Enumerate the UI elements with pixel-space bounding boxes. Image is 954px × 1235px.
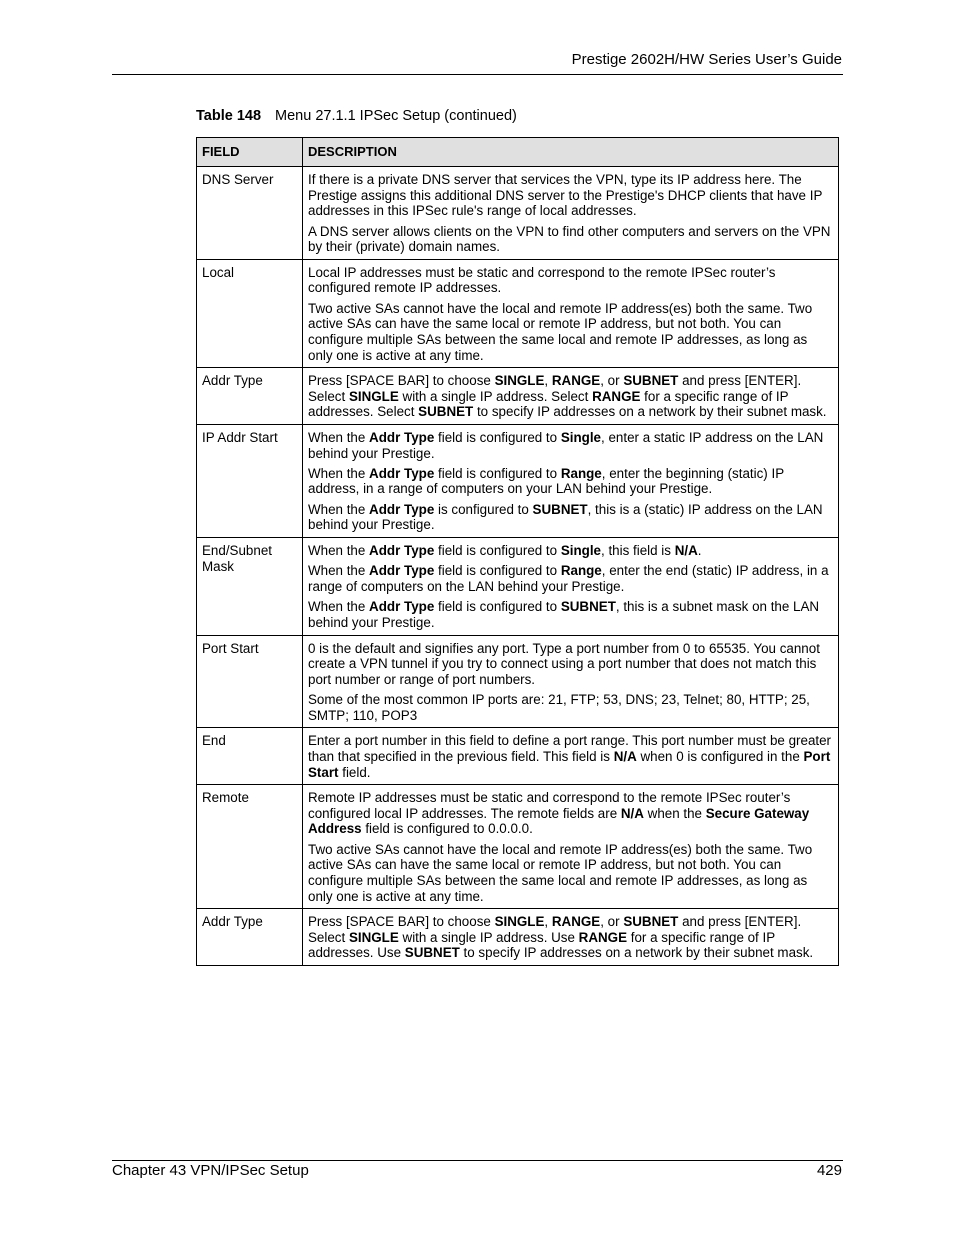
text-run: field is configured to <box>434 429 561 445</box>
table-body <box>197 167 839 966</box>
text-run: , enter a static IP address on the LAN behind your Prestige. <box>308 429 824 461</box>
description-paragraph <box>308 301 833 363</box>
text-run: , this is a (static) IP address on the LAN behind your Prestige. <box>308 501 823 533</box>
description-paragraph <box>308 265 833 296</box>
text-run: with a single IP address. Select <box>398 388 593 404</box>
field-cell: Remote <box>197 785 303 909</box>
field-cell: Addr Type <box>197 368 303 425</box>
table-row <box>197 424 839 537</box>
text-run: to specify IP addresses on a network by their subnet mask. <box>473 404 827 420</box>
field-cell: Local <box>197 259 303 367</box>
column-header-field: FIELD <box>197 138 303 167</box>
bold-term: Addr Type <box>369 465 435 481</box>
text-run: , this field is <box>601 543 675 559</box>
text-run: , enter the beginning (static) IP address, in a range of computers on your LAN behind your Prestige. <box>308 465 784 497</box>
description-cell <box>303 635 839 728</box>
bold-term: SINGLE <box>494 914 545 930</box>
table-row <box>197 785 839 909</box>
bold-term: SINGLE <box>494 373 545 389</box>
description-paragraph <box>308 430 833 461</box>
table-row <box>197 728 839 785</box>
table-row <box>197 259 839 367</box>
description-paragraph <box>308 502 833 533</box>
bold-term: Range <box>560 563 602 579</box>
bold-term: Port Start <box>308 748 831 780</box>
description-paragraph <box>308 914 833 961</box>
field-cell: DNS Server <box>197 167 303 260</box>
description-paragraph <box>308 599 833 630</box>
description-paragraph <box>308 543 833 559</box>
description-paragraph <box>308 733 833 780</box>
description-cell <box>303 424 839 537</box>
text-run: When the <box>308 501 370 517</box>
footer-rule <box>112 1160 843 1161</box>
column-header-description: DESCRIPTION <box>303 138 839 167</box>
text-run: , or <box>600 373 624 389</box>
description-paragraph <box>308 172 833 219</box>
field-cell: Addr Type <box>197 909 303 966</box>
bold-term: RANGE <box>578 929 628 945</box>
text-run: When the <box>308 543 370 559</box>
text-run: Enter a port number in this field to define a port range. This port number must be greater than that specified in the previous field. This field is <box>308 733 832 764</box>
bold-term: N/A <box>674 543 698 559</box>
bold-term: SUBNET <box>623 373 679 389</box>
header-rule <box>112 74 843 75</box>
text-run: for a specific range of IP addresses. Select <box>308 388 789 420</box>
text-run: , <box>544 373 552 389</box>
text-run: for a specific range of IP addresses. Use <box>308 929 775 961</box>
text-run: . <box>697 543 702 559</box>
description-paragraph <box>308 842 833 904</box>
text-run: Two active SAs cannot have the local and remote IP address(es) both the same. Two active SAs can have the same local or remote IP address, but not both. You can configure multiple SAs between the same local and remote IP addresses, as long as only one is active at any time. <box>308 300 813 363</box>
text-run: field is configured to <box>434 563 561 579</box>
description-paragraph <box>308 692 833 723</box>
text-run: Two active SAs cannot have the local and remote IP address(es) both the same. Two active SAs can have the same local or remote IP address, but not both. You can configure multiple SAs between the same local and remote IP addresses, as long as only one is active at any time. <box>308 841 813 904</box>
table-caption-number: Table 148 <box>196 108 262 124</box>
field-cell: End <box>197 728 303 785</box>
text-run: Press [SPACE BAR] to choose <box>308 373 495 389</box>
text-run: If there is a private DNS server that services the VPN, type its IP address here. The Prestige assigns this additional DNS server to the Prestige's DHCP clients that have IP addresses in this IPSec rule's range of local addresses. <box>308 172 823 219</box>
text-run: when 0 is configured in the <box>636 748 804 764</box>
bold-term: SUBNET <box>404 945 460 961</box>
text-run: When the <box>308 599 370 615</box>
table-header-row <box>197 138 839 167</box>
ipsec-setup-table <box>196 137 839 966</box>
text-run: When the <box>308 429 370 445</box>
text-run: A DNS server allows clients on the VPN to find other computers and servers on the VPN by their (private) domain names. <box>308 223 831 255</box>
bold-term: RANGE <box>551 373 601 389</box>
text-run: When the <box>308 563 370 579</box>
field-cell: Port Start <box>197 635 303 728</box>
table-caption <box>196 108 517 124</box>
bold-term: SUBNET <box>418 404 474 420</box>
description-paragraph <box>308 373 833 420</box>
bold-term: Addr Type <box>369 563 435 579</box>
text-run: with a single IP address. Use <box>398 929 579 945</box>
text-run: Some of the most common IP ports are: 21, FTP; 53, DNS; 23, Telnet; 80, HTTP; 25, SMTP; 110, POP3 <box>308 692 810 723</box>
text-run: is configured to <box>434 501 533 517</box>
text-run: to specify IP addresses on a network by their subnet mask. <box>459 945 814 961</box>
bold-term: Addr Type <box>369 599 435 615</box>
text-run: 0 is the default and signifies any port. Type a port number from 0 to 65535. You cannot create a VPN tunnel if you try to connect using a port number that does not match this port number or range of port numbers. <box>308 640 820 687</box>
bold-term: Single <box>560 543 602 559</box>
text-run: field is configured to <box>434 465 561 481</box>
text-run: Local IP addresses must be static and correspond to the remote IPSec router’s configured remote IP addresses. <box>308 264 776 296</box>
bold-term: SUBNET <box>560 599 616 615</box>
description-cell <box>303 259 839 367</box>
description-paragraph <box>308 563 833 594</box>
description-cell <box>303 538 839 636</box>
running-header-title: Prestige 2602H/HW Series User’s Guide <box>571 51 842 68</box>
text-run: Remote IP addresses must be static and correspond to the remote IPSec router’s configured local IP addresses. The remote fields are <box>308 790 791 821</box>
table-row <box>197 635 839 728</box>
text-run: When the <box>308 465 370 481</box>
description-cell <box>303 785 839 909</box>
description-paragraph <box>308 641 833 688</box>
text-run: field is configured to 0.0.0.0. <box>361 821 533 837</box>
description-paragraph <box>308 224 833 255</box>
field-cell: End/Subnet Mask <box>197 538 303 636</box>
bold-term: N/A <box>613 748 637 764</box>
description-cell <box>303 909 839 966</box>
bold-term: SUBNET <box>532 501 588 517</box>
text-run: , this is a subnet mask on the LAN behind your Prestige. <box>308 599 820 631</box>
bold-term: Secure Gateway Address <box>308 805 810 837</box>
text-run: Press [SPACE BAR] to choose <box>308 914 495 930</box>
footer-page-number: 429 <box>816 1162 842 1179</box>
description-cell <box>303 368 839 425</box>
footer-chapter: Chapter 43 VPN/IPSec Setup <box>112 1162 309 1179</box>
bold-term: SINGLE <box>348 388 399 404</box>
field-cell: IP Addr Start <box>197 424 303 537</box>
text-run: , enter the end (static) IP address, in a range of computers on the LAN behind your Prestige. <box>308 563 829 595</box>
bold-term: Addr Type <box>369 501 435 517</box>
text-run: field. <box>338 764 371 780</box>
text-run: field is configured to <box>434 543 561 559</box>
table-row <box>197 167 839 260</box>
description-cell <box>303 167 839 260</box>
bold-term: Addr Type <box>369 429 435 445</box>
text-run: and press [ENTER]. Select <box>308 373 802 404</box>
bold-term: SUBNET <box>623 914 679 930</box>
bold-term: RANGE <box>551 914 601 930</box>
bold-term: N/A <box>620 805 644 821</box>
text-run: , or <box>600 914 624 930</box>
table-row <box>197 909 839 966</box>
text-run: , <box>544 914 552 930</box>
description-paragraph <box>308 466 833 497</box>
bold-term: Addr Type <box>369 543 435 559</box>
table-row <box>197 538 839 636</box>
text-run: and press [ENTER]. Select <box>308 914 802 945</box>
description-cell <box>303 728 839 785</box>
description-paragraph <box>308 790 833 837</box>
table-row <box>197 368 839 425</box>
table-caption-text: Menu 27.1.1 IPSec Setup (continued) <box>275 108 517 124</box>
text-run: field is configured to <box>434 599 561 615</box>
bold-term: Single <box>560 429 602 445</box>
bold-term: RANGE <box>592 388 641 404</box>
bold-term: Range <box>560 465 602 481</box>
bold-term: SINGLE <box>348 929 399 945</box>
text-run: when the <box>643 805 706 821</box>
